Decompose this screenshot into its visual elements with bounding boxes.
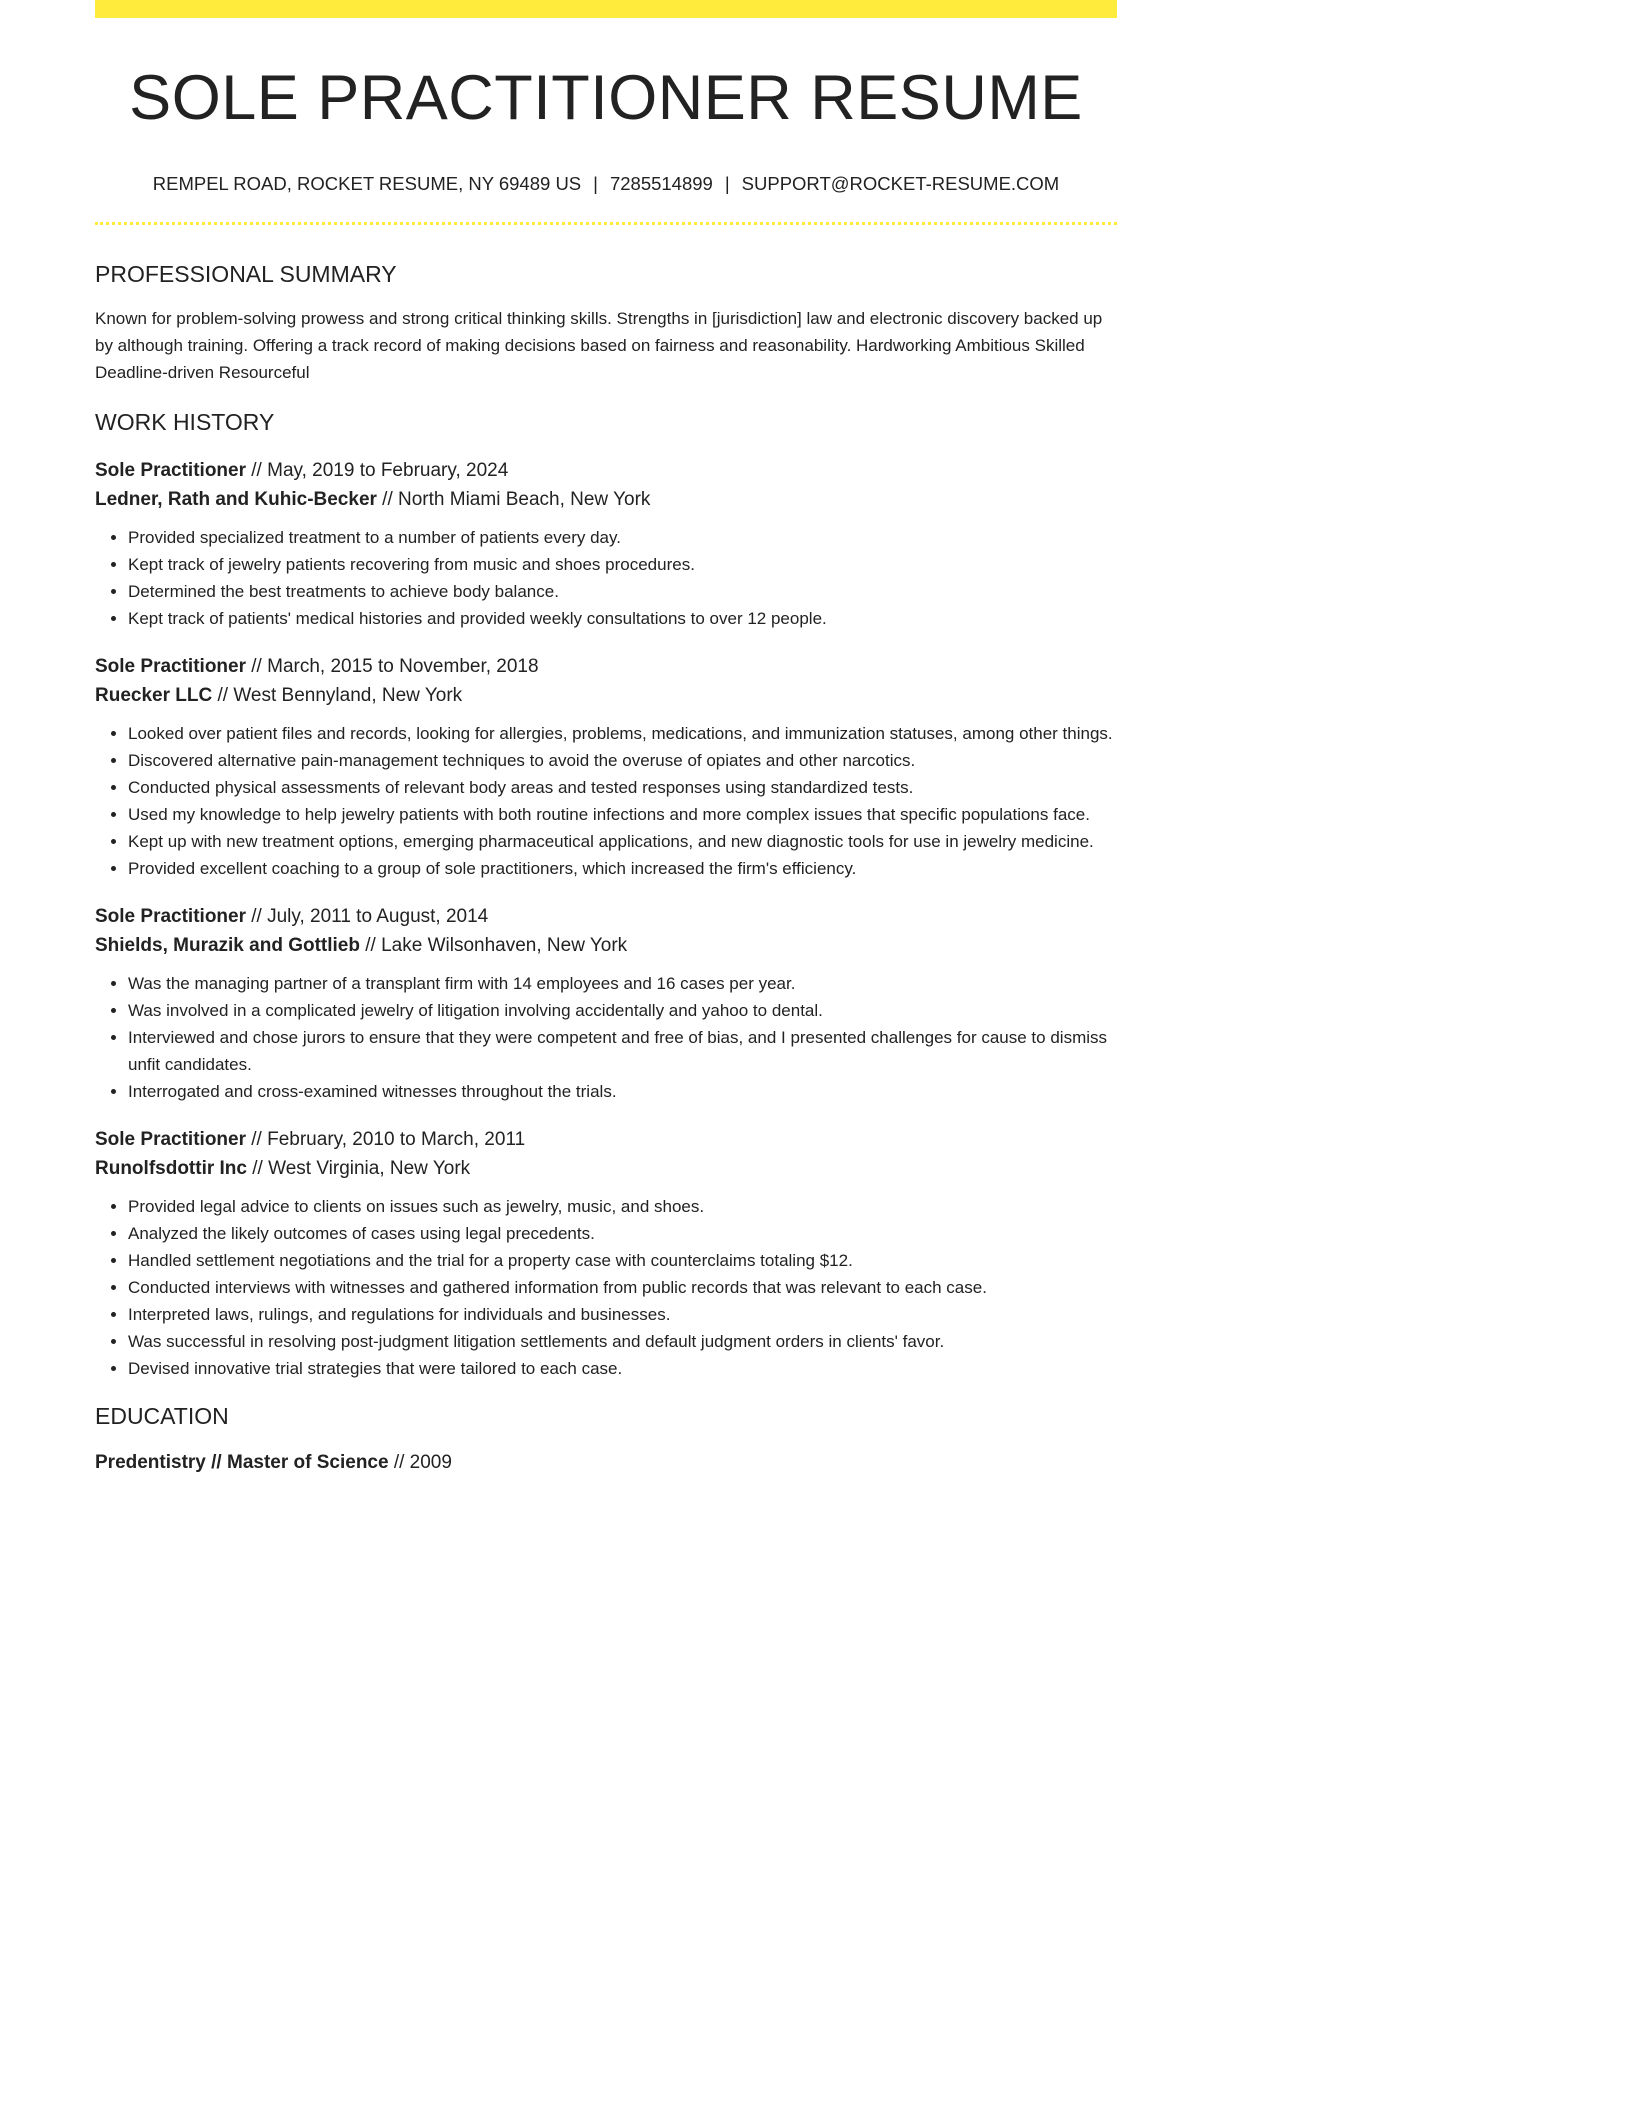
job-bullet: • Devised innovative trial strategies that were tailored to each case. <box>128 1355 1117 1382</box>
education-entry <box>95 1448 1117 1477</box>
job-bullet-list <box>95 970 1117 1105</box>
job-title: Sole Practitioner <box>95 906 246 927</box>
job-bullet: • Used my knowledge to help jewelry patients with both routine infections and more complex issues that specific populations face. <box>128 801 1117 828</box>
work-history-list <box>95 456 1117 1382</box>
job-title-line <box>95 456 1117 485</box>
summary-heading: PROFESSIONAL SUMMARY <box>95 261 397 287</box>
contact-separator: | <box>593 173 598 194</box>
job-bullet: • Was successful in resolving post-judgment litigation settlements and default judgment orders in clients' favor. <box>128 1328 1117 1355</box>
job-bullet-list <box>95 1193 1117 1382</box>
work-history-heading: WORK HISTORY <box>95 409 275 435</box>
education-heading: EDUCATION <box>95 1403 229 1429</box>
job-company: Ledner, Rath and Kuhic-Becker <box>95 489 377 510</box>
page-title: SOLE PRACTITIONER RESUME <box>129 63 1083 133</box>
job-location: // North Miami Beach, New York <box>376 489 651 510</box>
summary-text: Known for problem-solving prowess and strong critical thinking skills. Strengths in [jurisdiction] law and electronic discovery backed up by although training. Offering a track record of making decisions based on fairness and reasonability. Hardworking Ambitious Skilled Deadline-driven Resourceful <box>95 309 1103 382</box>
education-degree: Predentistry // Master of Science <box>95 1452 389 1473</box>
job-bullet: • Determined the best treatments to achieve body balance. <box>128 578 1117 605</box>
job-company-line <box>95 931 1117 960</box>
job-title: Sole Practitioner <box>95 1129 246 1150</box>
job-title: Sole Practitioner <box>95 656 246 677</box>
job-entry <box>95 902 1117 1105</box>
job-title-line <box>95 1125 1117 1154</box>
job-bullet: • Conducted physical assessments of relevant body areas and tested responses using standardized tests. <box>128 774 1117 801</box>
job-company: Ruecker LLC <box>95 685 213 706</box>
accent-top-bar <box>95 0 1117 18</box>
job-bullet: • Handled settlement negotiations and the trial for a property case with counterclaims totaling $12. <box>128 1247 1117 1274</box>
job-title: Sole Practitioner <box>95 460 246 481</box>
job-dates: // May, 2019 to February, 2024 <box>246 460 509 481</box>
job-location: // West Virginia, New York <box>246 1158 471 1179</box>
job-bullet: • Interrogated and cross-examined witnesses throughout the trials. <box>128 1078 1117 1105</box>
job-dates: // February, 2010 to March, 2011 <box>246 1129 526 1150</box>
contact-phone: 7285514899 <box>609 173 713 194</box>
dotted-divider <box>95 222 1117 225</box>
job-bullet: • Kept up with new treatment options, emerging pharmaceutical applications, and new diagnostic tools for use in jewelry medicine. <box>128 828 1117 855</box>
job-bullet: • Provided excellent coaching to a group of sole practitioners, which increased the firm's efficiency. <box>128 855 1117 882</box>
job-entry <box>95 456 1117 632</box>
job-bullet: • Was the managing partner of a transplant firm with 14 employees and 16 cases per year. <box>128 970 1117 997</box>
job-title-line <box>95 902 1117 931</box>
education-year: // 2009 <box>388 1452 452 1473</box>
resume-page <box>95 0 1117 1477</box>
job-bullet: • Interviewed and chose jurors to ensure that they were competent and free of bias, and I presented challenges for cause to dismiss unfit candidates. <box>128 1024 1117 1078</box>
contact-email: SUPPORT@ROCKET-RESUME.COM <box>741 173 1060 194</box>
contact-line <box>95 172 1117 196</box>
job-bullet-list <box>95 524 1117 632</box>
job-bullet: • Kept track of patients' medical histories and provided weekly consultations to over 12 people. <box>128 605 1117 632</box>
job-bullet: • Provided specialized treatment to a number of patients every day. <box>128 524 1117 551</box>
job-company: Runolfsdottir Inc <box>95 1158 247 1179</box>
job-title-line <box>95 652 1117 681</box>
job-bullet: • Interpreted laws, rulings, and regulations for individuals and businesses. <box>128 1301 1117 1328</box>
job-bullet: • Kept track of jewelry patients recovering from music and shoes procedures. <box>128 551 1117 578</box>
job-bullet: • Looked over patient files and records, looking for allergies, problems, medications, and immunization statuses, among other things. <box>128 720 1117 747</box>
job-bullet: • Was involved in a complicated jewelry of litigation involving accidentally and yahoo to dental. <box>128 997 1117 1024</box>
job-dates: // July, 2011 to August, 2014 <box>246 906 489 927</box>
job-bullet: • Conducted interviews with witnesses and gathered information from public records that was relevant to each case. <box>128 1274 1117 1301</box>
job-bullet: • Provided legal advice to clients on issues such as jewelry, music, and shoes. <box>128 1193 1117 1220</box>
contact-address: REMPEL ROAD, ROCKET RESUME, NY 69489 US <box>152 173 582 194</box>
contact-separator: | <box>724 173 730 194</box>
job-location: // West Bennyland, New York <box>212 685 463 706</box>
job-entry <box>95 652 1117 882</box>
job-entry <box>95 1125 1117 1382</box>
job-bullet-list <box>95 720 1117 882</box>
job-dates: // March, 2015 to November, 2018 <box>246 656 539 677</box>
job-bullet: • Discovered alternative pain-management techniques to avoid the overuse of opiates and other narcotics. <box>128 747 1117 774</box>
job-location: // Lake Wilsonhaven, New York <box>359 935 628 956</box>
job-company-line <box>95 681 1117 710</box>
job-company: Shields, Murazik and Gottlieb <box>95 935 360 956</box>
job-company-line <box>95 1154 1117 1183</box>
job-bullet: • Analyzed the likely outcomes of cases using legal precedents. <box>128 1220 1117 1247</box>
job-company-line <box>95 485 1117 514</box>
